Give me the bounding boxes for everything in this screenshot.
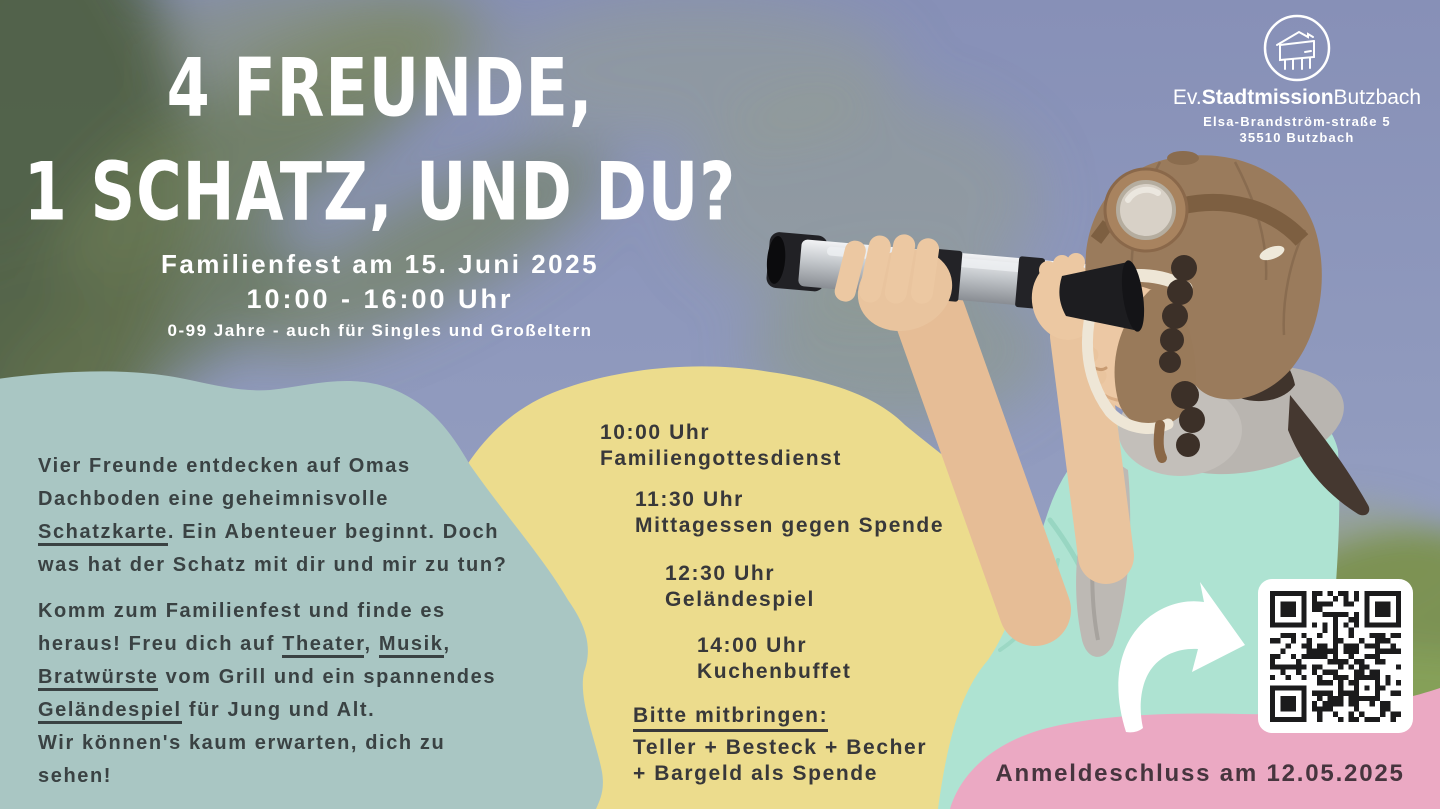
headline-block (0, 36, 760, 344)
story-text: , (443, 633, 451, 655)
qr-code-box (1258, 579, 1413, 733)
address-line-1: Elsa-Brandström-straße 5 (1203, 114, 1391, 129)
schedule-label: Familiengottesdienst (600, 447, 843, 470)
schedule-time: 11:30 Uhr (635, 488, 744, 511)
bring-line: Teller + Besteck + Becher (633, 736, 928, 759)
story-line: Wir können's kaum erwarten, dich zu (38, 732, 446, 754)
address-line-2: 35510 Butzbach (1239, 130, 1355, 145)
schedule-item (665, 561, 944, 613)
story-text: vom Grill und ein spannendes (158, 666, 497, 688)
schedule-item (635, 487, 944, 539)
story-line: sehen! (38, 765, 113, 787)
bring-line: + Bargeld als Spende (633, 762, 878, 785)
bring-list (633, 703, 944, 787)
story-line: was hat der Schatz mit dir und mir zu tun? (38, 554, 508, 576)
bring-heading: Bitte mitbringen: (633, 703, 828, 732)
story-text: für Jung und Alt. (181, 699, 376, 721)
story-line: Vier Freunde entdecken auf Omas (38, 455, 411, 477)
underlined-word: Bratwürste (38, 666, 158, 691)
organization-name (1152, 86, 1440, 110)
story-line (38, 661, 507, 694)
underlined-word: Schatzkarte (38, 521, 168, 546)
schedule-time: 14:00 Uhr (697, 634, 808, 657)
story-text: heraus! Freu dich auf (38, 633, 283, 655)
schedule-block (600, 420, 944, 787)
org-prefix: Ev. (1172, 86, 1202, 109)
qr-code-icon (1270, 591, 1401, 722)
story-line: Komm zum Familienfest und finde es (38, 600, 446, 622)
schedule-label: Mittagessen gegen Spende (635, 514, 945, 537)
story-paragraph-2 (38, 595, 507, 793)
underlined-word: Geländespiel (38, 699, 182, 724)
event-time: 10:00 - 16:00 Uhr (246, 284, 514, 314)
underlined-word: Musik (379, 633, 444, 658)
schedule-label: Kuchenbuffet (697, 660, 852, 683)
title-line-1: 4 FREUNDE, (166, 39, 594, 135)
event-name-date: Familienfest am 15. Juni 2025 (160, 249, 600, 279)
org-name: Stadtmission (1201, 86, 1334, 109)
story-line (38, 694, 507, 727)
story-text-block (38, 450, 507, 793)
underlined-word: Theater (282, 633, 364, 658)
story-text: , (364, 633, 379, 655)
story-line (38, 516, 507, 549)
schedule-item (600, 420, 944, 472)
subtitle-block (0, 247, 760, 344)
org-city: Butzbach (1333, 86, 1422, 109)
story-line: Dachboden eine geheimnisvolle (38, 488, 389, 510)
organization-address (1152, 114, 1440, 146)
poster-title (0, 36, 760, 244)
story-line (38, 628, 507, 661)
logo-house-icon (1261, 12, 1333, 84)
title-line-2: 1 SCHATZ, UND DU? (23, 143, 737, 239)
registration-deadline: Anmeldeschluss am 12.05.2025 (995, 760, 1405, 787)
schedule-time: 12:30 Uhr (665, 562, 776, 585)
story-paragraph-1 (38, 450, 507, 582)
story-text: . Ein Abenteuer beginnt. Doch (167, 521, 500, 543)
event-audience: 0-99 Jahre - auch für Singles und Großeltern (167, 321, 593, 340)
schedule-item (697, 633, 944, 685)
organization-logo-block (1152, 12, 1440, 146)
schedule-label: Geländespiel (665, 588, 815, 611)
schedule-time: 10:00 Uhr (600, 421, 711, 444)
